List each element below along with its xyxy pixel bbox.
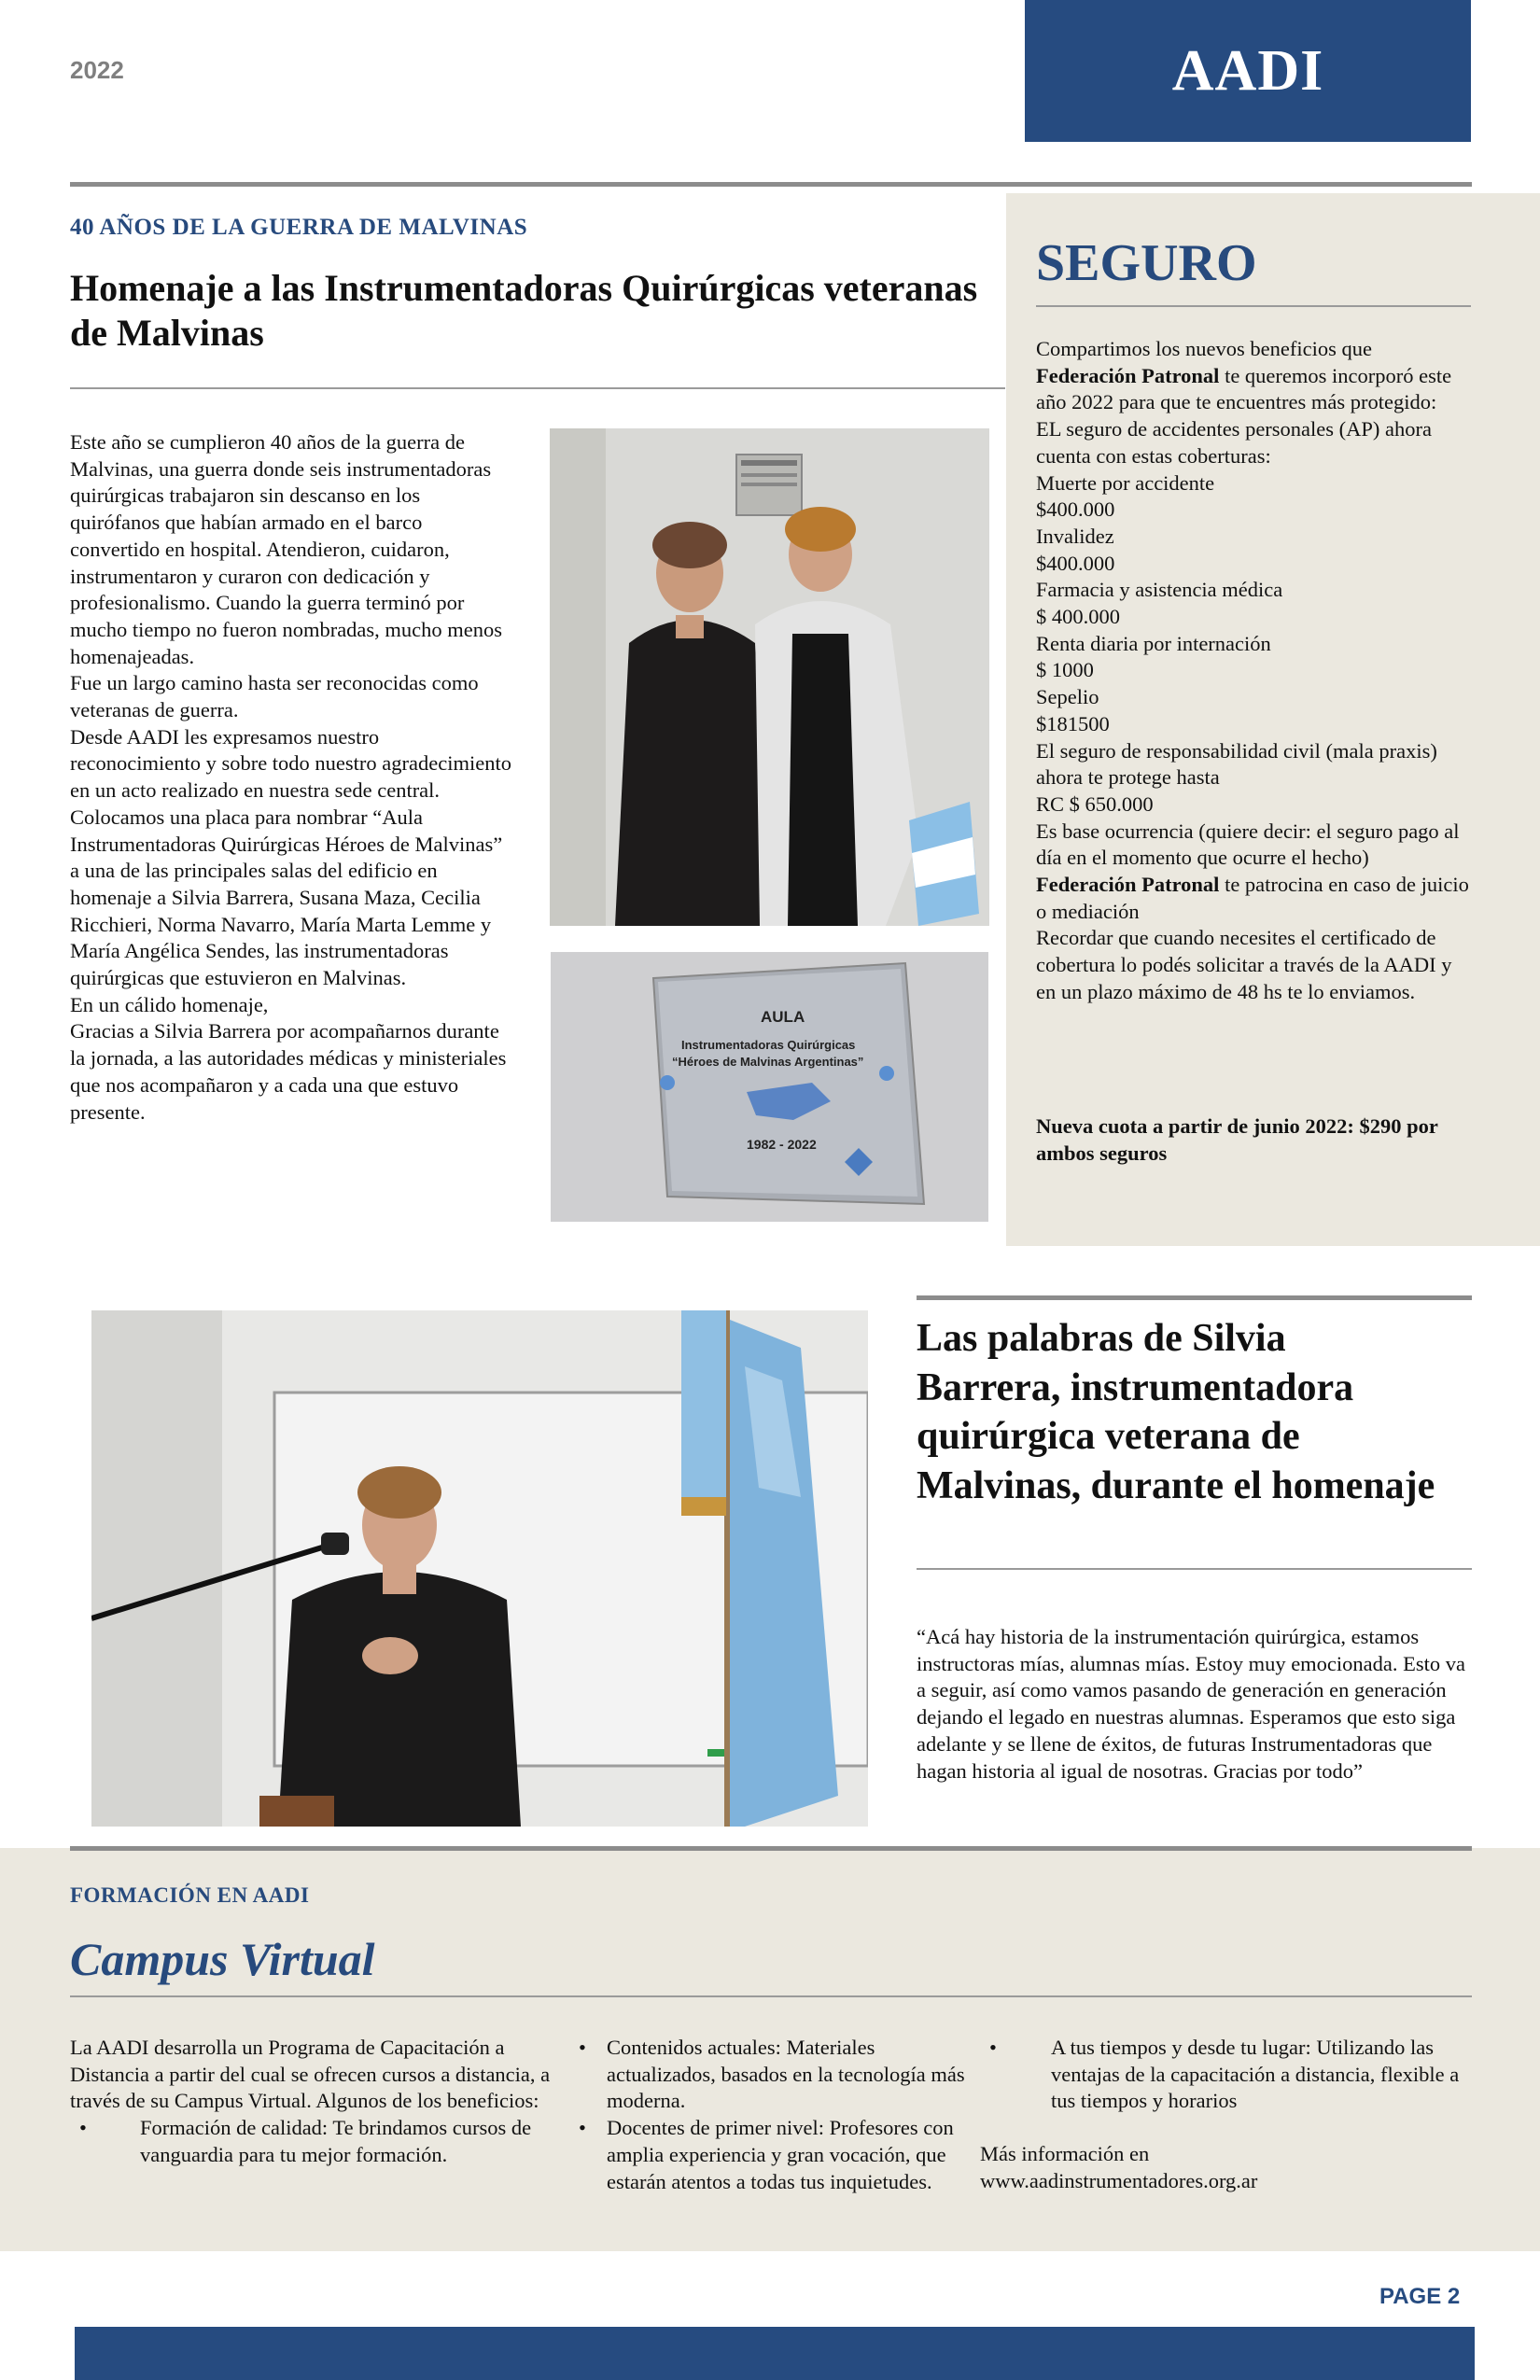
seguro-line: RC $ 650.000: [1036, 791, 1154, 816]
story-headline-divider: [917, 1568, 1472, 1570]
seguro-closing: Recordar que cuando necesites el certificado de cobertura lo podés solicitar a través de la AADI y en un plazo máximo de 48 hs te lo enviamos.: [1036, 926, 1452, 1003]
veterans-photo: [550, 428, 989, 926]
campus-column-2: [569, 2035, 980, 2195]
plaque-line-2: Instrumentadoras Quirúrgicas: [681, 1038, 856, 1052]
article-paragraph: Este año se cumplieron 40 años de la guerra de Malvinas, una guerra donde seis instrumentadoras quirúrgicas trabajaron sin descanso en los quirófanos que habían armado en el barco convertido en hospital. Atendieron, cuidaron, instrumentaron y curaron con dedicación y profesionalismo. Cuando la guerra terminó por mucho tiempo no fueron nombradas, mucho menos homenajeadas.: [70, 430, 503, 668]
article-kicker: 40 AÑOS DE LA GUERRA DE MALVINAS: [70, 215, 528, 240]
benefit-item: [569, 2115, 980, 2195]
seguro-patron-text: te patrocina en caso de juicio o mediación: [1036, 873, 1469, 923]
campus-benefits-list-2: [569, 2035, 980, 2195]
formacion-kicker: FORMACIÓN EN AADI: [70, 1883, 310, 1907]
seguro-intro-company: Federación Patronal: [1036, 363, 1220, 387]
top-divider: [70, 182, 1472, 187]
campus-title: Campus Virtual: [70, 1933, 375, 1985]
seguro-line: El seguro de responsabilidad civil (mala praxis) ahora te protege hasta: [1036, 738, 1437, 790]
article-paragraph: Fue un largo camino hasta ser reconocidas como veteranas de guerra.: [70, 671, 479, 722]
benefit-text: Formación de calidad: Te brindamos cursos de vanguardia para tu mejor formación.: [140, 2116, 532, 2166]
seguro-patron: [1036, 872, 1475, 925]
benefit-item: [980, 2035, 1475, 2115]
more-info-link[interactable]: www.aadinstrumentadores.org.ar: [980, 2168, 1258, 2192]
seguro-patron-company: Federación Patronal: [1036, 873, 1220, 897]
campus-benefits-list-3: [980, 2035, 1475, 2115]
story-top-divider: [917, 1295, 1472, 1300]
campus-benefits-list: [70, 2115, 555, 2168]
veterans-photo-art: [550, 428, 989, 926]
story-quote: “Acá hay historia de la instrumentación quirúrgica, estamos instructoras mías, alumnas mías. Estoy muy emocionada. Esto va a seguir, así como vamos pasando de generación en generación dejando el legado en nuestras alumnas. Esperamos que esto siga adelante y se llene de éxitos, de futuras Instrumentadoras que hagan historia al igual de nosotras. Gracias por todo”: [917, 1625, 1466, 1783]
brand-banner: [1025, 0, 1471, 142]
campus-column-3: [980, 2035, 1475, 2195]
article-paragraph: En un cálido homenaje,: [70, 992, 269, 1016]
seguro-body: [1036, 336, 1475, 1006]
plaque-aula-text: AULA: [761, 1008, 805, 1026]
article-body: [70, 429, 513, 1126]
article-headline: Homenaje a las Instrumentadoras Quirúrgicas veteranas de Malvinas: [70, 267, 978, 354]
more-info-label: Más información en: [980, 2142, 1150, 2166]
seguro-line: $400.000: [1036, 497, 1115, 522]
seguro-line: $400.000: [1036, 551, 1115, 575]
headline-divider: [70, 387, 1005, 389]
footer-bar: [75, 2327, 1475, 2380]
seguro-title: SEGURO: [1036, 234, 1257, 292]
benefit-text: Contenidos actuales: Materiales actualizados, basados en la tecnología más moderna.: [607, 2036, 965, 2113]
seguro-line: Sepelio: [1036, 685, 1099, 709]
benefit-text: A tus tiempos y desde tu lugar: Utilizando las ventajas de la capacitación a distancia, flexible a tus tiempos y horarios: [1051, 2036, 1460, 2113]
campus-intro: La AADI desarrolla un Programa de Capacitación a Distancia a partir del cual se ofrecen cursos a distancia, a través de su Campus Virtual. Algunos de los beneficios:: [70, 2036, 551, 2113]
seguro-line: $ 1000: [1036, 658, 1094, 682]
plaque-years: 1982 - 2022: [747, 1137, 817, 1152]
plaque-photo: [551, 952, 988, 1222]
plaque-background: [551, 952, 988, 1222]
seguro-line: Invalidez: [1036, 524, 1114, 548]
seguro-intro: [1036, 336, 1475, 416]
seguro-line: Muerte por accidente: [1036, 470, 1215, 495]
campus-column-1: [70, 2035, 555, 2169]
seguro-divider: [1036, 305, 1471, 307]
campus-divider: [70, 1995, 1472, 1997]
benefit-item: [569, 2035, 980, 2115]
article-paragraph: Gracias a Silvia Barrera por acompañarnos durante la jornada, a las autoridades médicas y ministeriales que nos acompañaron y a cada una que estuvo presente.: [70, 1019, 507, 1124]
benefit-text: Docentes de primer nivel: Profesores con amplia experiencia y gran vocación, que estarán atentos a todas tus inquietudes.: [607, 2116, 954, 2193]
plaque-line-3: “Héroes de Malvinas Argentinas”: [672, 1055, 864, 1069]
seguro-intro-text: Compartimos los nuevos beneficios que: [1036, 337, 1372, 360]
article-paragraph: Desde AADI les expresamos nuestro reconocimiento y sobre todo nuestro agradecimiento en un acto realizado en nuestra sede central. Colocamos una placa para nombrar “Aula Instrumentadoras Quirúrgicas Héroes de Malvinas” a una de las principales salas del edificio en homenaje a Silvia Barrera, Susana Maza, Cecilia Ricchieri, Norma Navarro, María Marta Lemme y María Angélica Sendes, las instrumentadoras quirúrgicas que estuvieron en Malvinas.: [70, 724, 511, 990]
issue-year: 2022: [70, 56, 124, 84]
benefit-item: [70, 2115, 555, 2168]
seguro-line: Farmacia y asistencia médica: [1036, 578, 1283, 602]
page-number: PAGE 2: [1379, 2284, 1461, 2309]
seguro-line: Es base ocurrencia (quiere decir: el seguro pago al día en el momento que ocurre el hecho): [1036, 819, 1460, 870]
speech-photo: [91, 1310, 868, 1827]
brand-logo-text: AADI: [1171, 38, 1324, 103]
seguro-intro-text-2: te queremos incorporó este año 2022 para que te encuentres más protegido:: [1036, 363, 1452, 414]
story-headline: Las palabras de Silvia Barrera, instrumentadora quirúrgica veterana de Malvinas, durante el homenaje: [917, 1317, 1435, 1507]
speech-photo-art: [91, 1310, 868, 1827]
seguro-line: $ 400.000: [1036, 605, 1120, 629]
formacion-top-divider: [70, 1846, 1472, 1851]
seguro-fee-note: Nueva cuota a partir de junio 2022: $290 por ambos seguros: [1036, 1114, 1438, 1165]
seguro-line: $181500: [1036, 711, 1110, 735]
seguro-line: Renta diaria por internación: [1036, 631, 1271, 655]
seguro-line: EL seguro de accidentes personales (AP) ahora cuenta con estas coberturas:: [1036, 417, 1432, 468]
